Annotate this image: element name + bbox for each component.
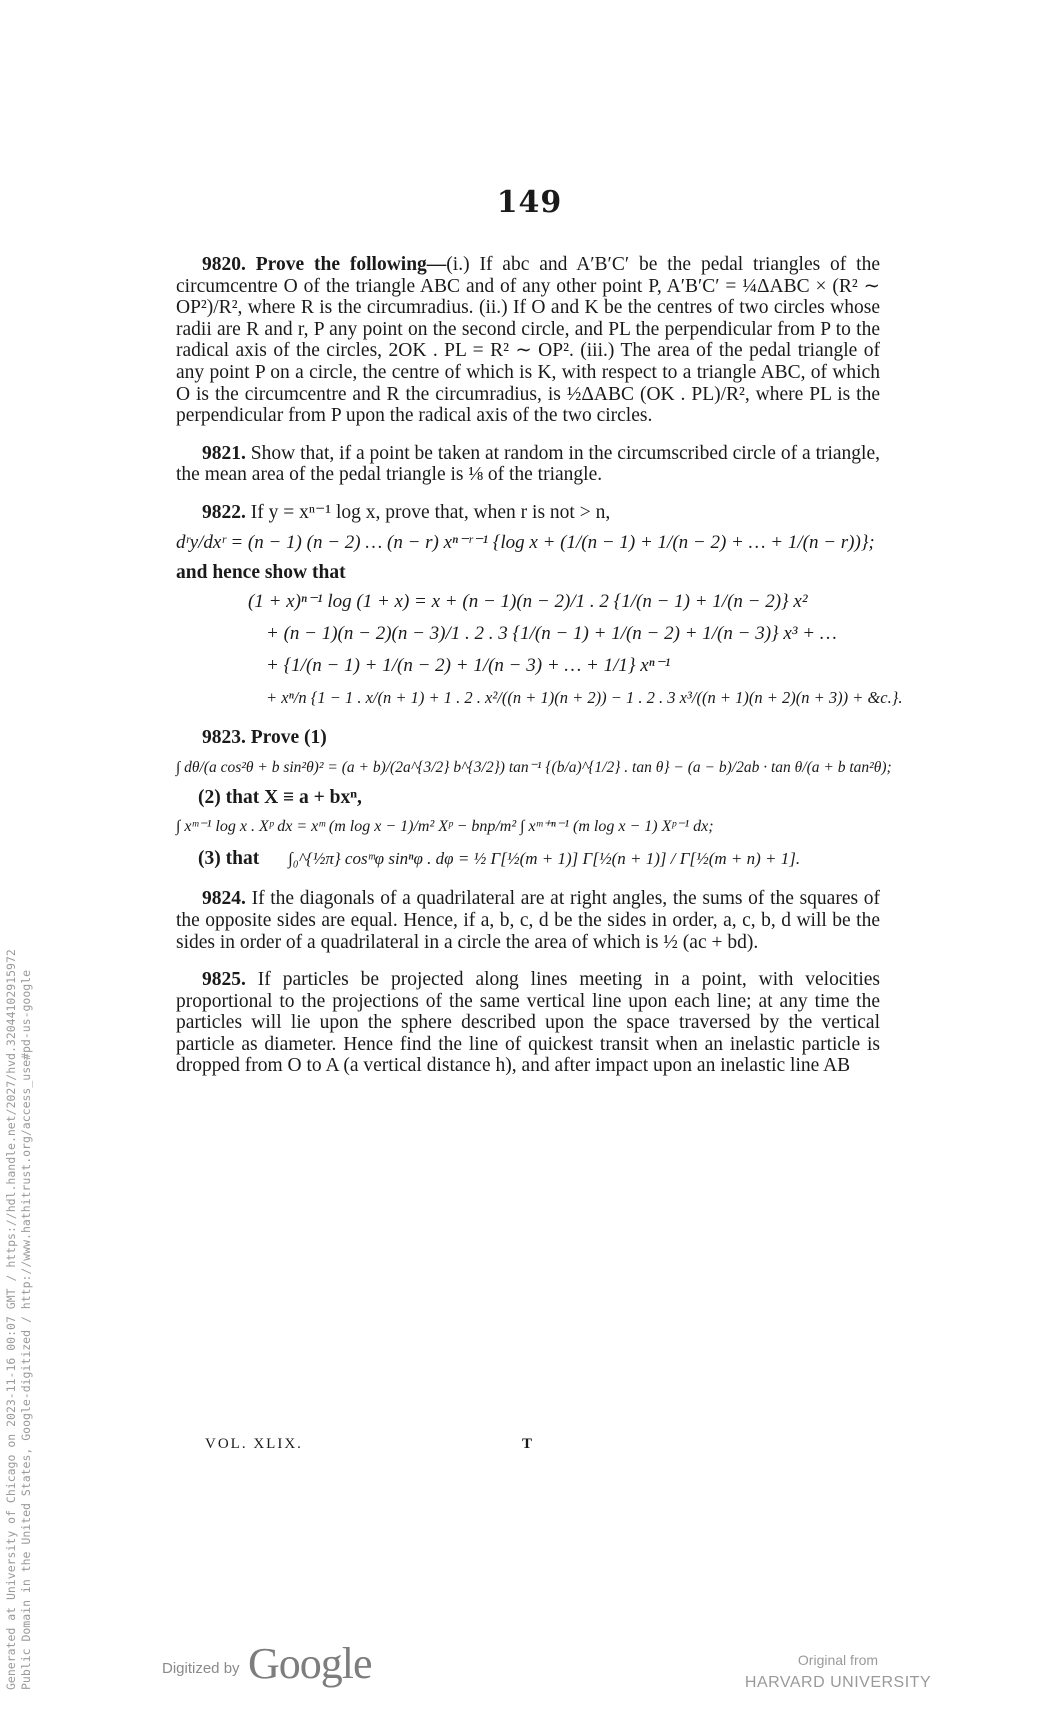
equation: (1 + x)ⁿ⁻¹ log (1 + x) = x + (n − 1)(n − 2)/1 . 2 {1/(n − 1) + 1/(n − 2)} x² [248,591,808,613]
harvard-university-label: HARVARD UNIVERSITY [744,1674,932,1691]
equation: + (n − 1)(n − 2)(n − 3)/1 . 2 . 3 {1/(n − 1) + 1/(n − 2) + 1/(n − 3)} x³ + … [266,623,837,645]
and-hence-text: and hence show that [176,561,346,583]
problem-text: If the diagonals of a quadrilateral are at right angles, the sums of the squares of the opposite sides are equal. Hence, if a, b, c, d be the sides in order, a, c, b, d will be the sides in order of a quadrilateral in a circle the area of which is ½ (ac + bd). [176,888,881,953]
problem-number: 9824. [202,888,246,910]
problem-9821 [176,443,880,486]
problem-number: 9825. [202,969,246,991]
problem-9822 [176,501,903,711]
equation: dʳy/dxʳ = (n − 1) (n − 2) … (n − r) xⁿ⁻ʳ⁻¹ {log x + (1/(n − 1) + 1/(n − 2) + … + 1/(n − r))}; [176,531,875,553]
part-2-text: (2) that X ≡ a + bxⁿ, [198,786,362,808]
digitized-by-label: Digitized by [162,1660,240,1677]
problem-text: Prove (1) [250,727,327,749]
problem-9820 [176,254,880,427]
watermark-line-1: Generated at University of Chicago on 2023-11-16 00:07 GMT / https://hdl.handle.net/2027/hvd.32044102915972 [4,949,18,1690]
footer-volume: VOL. XLIX. [205,1436,303,1452]
problem-intro: Prove the following— [255,254,447,275]
problem-9825 [176,969,880,1077]
problem-number: 9820. [202,254,246,275]
problem-number: 9823. [202,727,246,749]
problem-number: 9821. [202,442,246,464]
page-content [176,254,903,1093]
hathitrust-watermark [4,949,34,1690]
problem-9823 [176,727,892,872]
footer-signature: T [522,1436,533,1452]
equation: + xⁿ/n {1 − 1 . x/(n + 1) + 1 . 2 . x²/((n + 1)(n + 2)) − 1 . 2 . 3 x³/((n + 1)(n + 2)(n + 3)) + &c.}. [266,688,903,708]
watermark-line-2: Public Domain in the United States, Google-digitized / http://www.hathitrust.org/access_use#pd-us-google [19,969,33,1690]
problem-text: Show that, if a point be taken at random in the circumscribed circle of a triangle, the mean area of the pedal triangle is ⅛ of the triangle. [176,442,881,486]
equation: ∫₀^{½π} cosᵐφ sinⁿφ . dφ = ½ Γ[½(m + 1)] Γ[½(n + 1)] / Γ[½(m + n) + 1]. [288,849,801,869]
problem-text: If y = xⁿ⁻¹ log x, prove that, when r is not > n, [250,501,611,523]
equation: + {1/(n − 1) + 1/(n − 2) + 1/(n − 3) + … + 1/1} xⁿ⁻¹ [266,655,671,677]
problem-number: 9822. [202,501,246,523]
problem-text: (i.) If abc and A′B′C′ be the pedal triangles of the circumcentre O of the triangle ABC and of any other point P, A′B′C′ = ¼ΔABC × (R² ∼ OP²)/R², where R is the circumradius. (ii.) If O and K be the centres of two circles whose radii are R and r, P any point on the second circle, and PL the perpendicular from P to the radical axis of the circles, 2OK . PL = R² ∼ OP². (iii.) The area of the pedal triangle of any point P on a circle, the centre of which is K, with respect to a triangle ABC, of which O is the circumcentre and R the circumradius, is ½ΔABC (OK . PL)/R², where PL is the perpendicular from P upon the radical axis of the two circles. [176,254,881,427]
problem-9824 [176,888,880,953]
google-logo: Google [248,1639,372,1688]
original-from-label: Original from [797,1652,879,1668]
problem-text: If particles be projected along lines meeting in a point, with velocities proportional to the projections of the same vertical line upon each line; at any time the particles will lie upon the sphere described upon the space traversed by the vertical particle as diameter. Hence find the line of quickest transit when an inelastic particle is dropped from O to A (a vertical distance h), and after impact upon an inelastic line AB [176,969,880,1077]
part-3-text: (3) that [198,848,260,870]
part-3-row [176,846,880,872]
equation: ∫ xᵐ⁻¹ log x . Xᵖ dx = xᵐ (m log x − 1)/m² Xᵖ − bnp/m² ∫ xᵐ⁺ⁿ⁻¹ (m log x − 1) Xᵖ⁻¹ dx; [176,818,714,836]
equation: ∫ dθ/(a cos²θ + b sin²θ)² = (a + b)/(2a^{3/2} b^{3/2}) tan⁻¹ {(b/a)^{1/2} . tan θ} − (a − b)/2ab · tan θ/(a + b tan²θ); [176,758,892,776]
page-number: 149 [496,185,563,220]
